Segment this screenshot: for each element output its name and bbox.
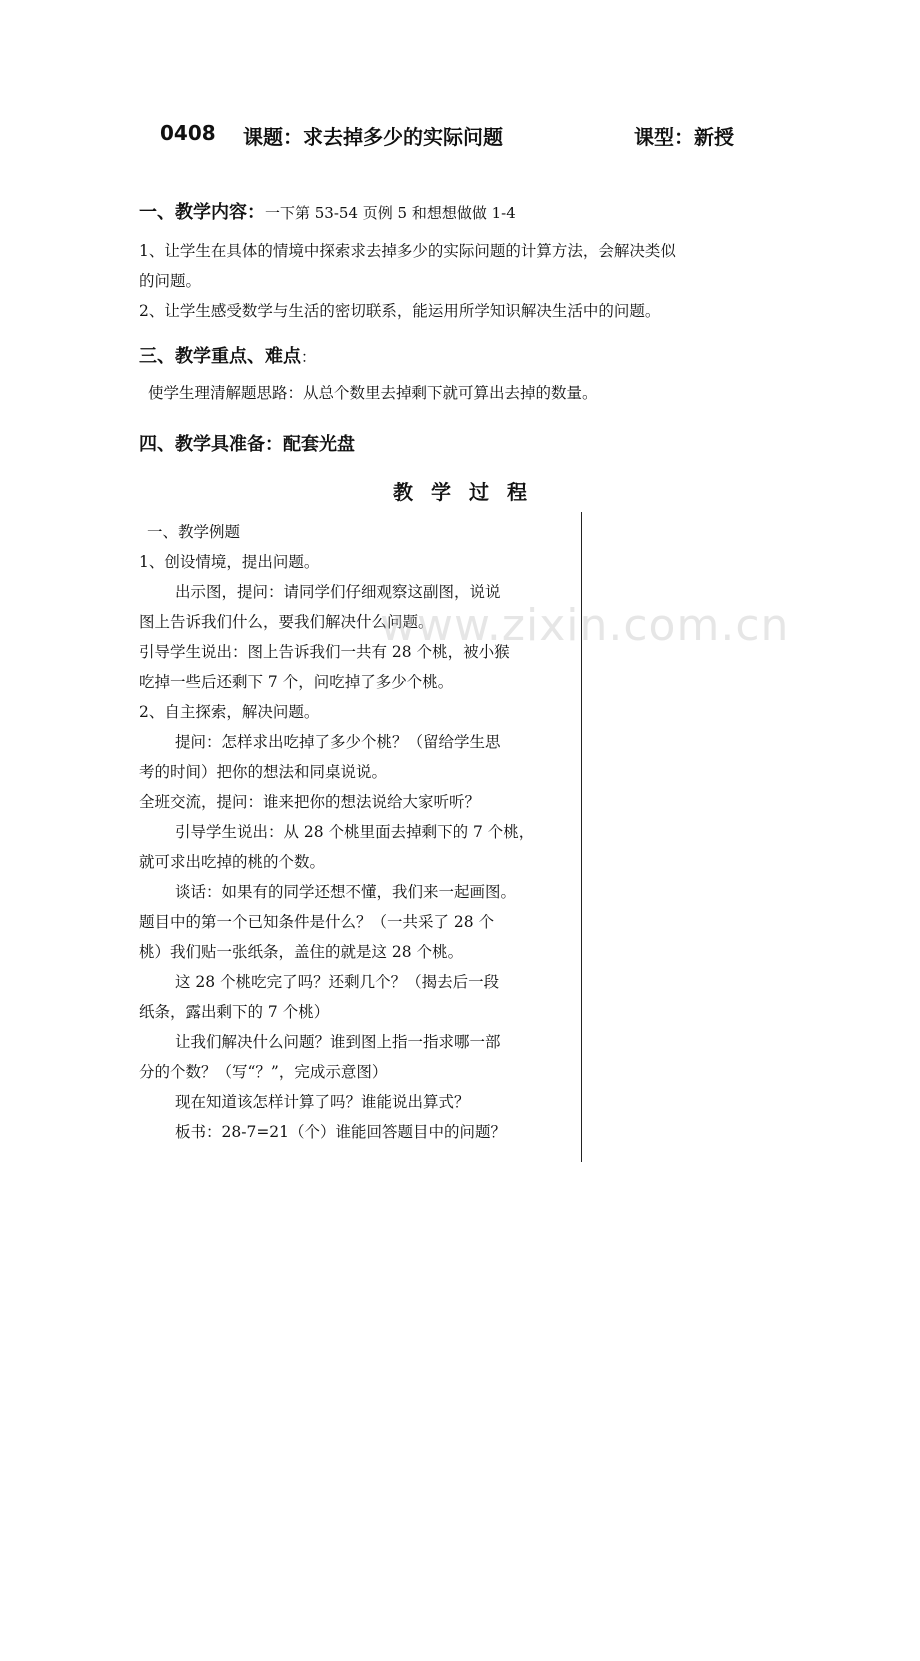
- process-line: 这 28 个桃吃完了吗？还剩几个？（揭去后一段: [175, 973, 500, 991]
- watermark: www.zixin.com.cn: [380, 600, 790, 651]
- lesson-type: 课型：新授: [634, 125, 734, 149]
- process-line: 现在知道该怎样计算了吗？谁能说出算式？: [175, 1093, 470, 1111]
- process-line: 2、自主探索，解决问题。: [139, 703, 320, 721]
- process-line: 纸条，露出剩下的 7 个桃）: [139, 1003, 330, 1021]
- teaching-content-row: [139, 198, 516, 224]
- lesson-title-line: [0, 121, 920, 151]
- process-line: 提问：怎样求出吃掉了多少个桃？（留给学生思: [175, 733, 501, 751]
- teaching-content-text: 一下第 53-54 页例 5 和想想做做 1-4: [265, 204, 516, 222]
- process-line: 出示图，提问：请同学们仔细观察这副图，说说: [175, 583, 501, 601]
- process-line: 分的个数？（写“？”，完成示意图）: [139, 1063, 388, 1081]
- process-line: 引导学生说出：图上告诉我们一共有 28 个桃，被小猴: [139, 643, 510, 661]
- teaching-process-box: [139, 512, 582, 1661]
- process-line: 题目中的第一个已知条件是什么？（一共采了 28 个: [139, 913, 495, 931]
- process-line: 板书：28-7=21（个）谁能回答题目中的问题？: [175, 1123, 507, 1141]
- teaching-content-heading: 一、教学内容：: [139, 202, 265, 223]
- process-line: 考的时间）把你的想法和同桌说说。: [139, 763, 388, 781]
- key-points-row: [139, 342, 316, 368]
- process-line: 桃）我们贴一张纸条，盖住的就是这 28 个桃。: [139, 943, 464, 961]
- key-points-colon: ：: [301, 348, 317, 366]
- key-points-heading: 三、教学重点、难点: [139, 346, 301, 367]
- process-line: 引导学生说出：从 28 个桃里面去掉剩下的 7 个桃，: [175, 823, 535, 841]
- process-line: 就可求出吃掉的桃的个数。: [139, 853, 326, 871]
- process-line: 图上告诉我们什么，要我们解决什么问题。: [139, 613, 434, 631]
- process-line: 一、教学例题: [147, 523, 241, 541]
- process-line: 吃掉一些后还剩下 7 个，问吃掉了多少个桃。: [139, 673, 454, 691]
- teaching-aids-heading: 四、教学具准备：配套光盘: [139, 434, 355, 455]
- goal-1-line-1: 1、让学生在具体的情境中探索求去掉多少的实际问题的计算方法，会解决类似: [139, 242, 676, 260]
- goal-2: 2、让学生感受数学与生活的密切联系，能运用所学知识解决生活中的问题。: [139, 302, 661, 320]
- process-line: 谈话：如果有的同学还想不懂，我们来一起画图。: [175, 883, 517, 901]
- goal-1-line-2: 的问题。: [139, 272, 202, 290]
- process-line: 全班交流，提问：谁来把你的想法说给大家听听？: [139, 793, 481, 811]
- lesson-subject: 课题：求去掉多少的实际问题: [243, 125, 503, 149]
- lesson-code: 0408: [160, 121, 216, 145]
- process-line: 让我们解决什么问题？谁到图上指一指求哪一部: [175, 1033, 501, 1051]
- process-line: 1、创设情境，提出问题。: [139, 553, 320, 571]
- teaching-process-title: 教学过程: [393, 480, 545, 504]
- key-points-text: 使学生理清解题思路：从总个数里去掉剩下就可算出去掉的数量。: [148, 384, 598, 402]
